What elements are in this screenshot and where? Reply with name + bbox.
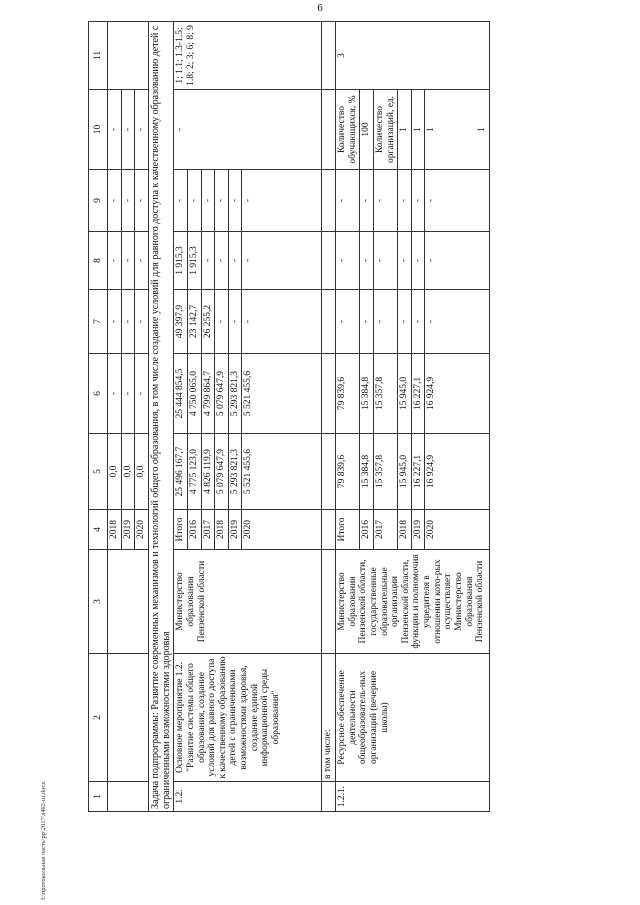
- value-cell: -: [187, 170, 201, 232]
- value-cell: 79 839,6: [336, 434, 360, 510]
- links-cell: 3: [336, 22, 490, 90]
- empty-cell: [108, 782, 149, 812]
- year-cell: 2018: [398, 510, 412, 550]
- section-number: 1.2.: [174, 782, 322, 812]
- value-cell: 15 384,8: [360, 354, 374, 434]
- page-number: 6: [317, 2, 323, 14]
- value-cell: 4 750 065,0: [187, 354, 201, 434]
- value-cell: 1 915,3: [174, 232, 188, 290]
- value-cell: 49 397,9: [174, 290, 188, 354]
- indicator-total: 1: [477, 127, 487, 132]
- value-cell: -: [373, 290, 397, 354]
- header-cell: 5: [89, 434, 108, 510]
- empty-cell: [322, 90, 336, 170]
- rotated-table-container: [88, 22, 630, 812]
- value-cell: -: [398, 290, 412, 354]
- indicator-label: Количество обучающихся, %: [337, 95, 358, 164]
- value-cell: -: [174, 170, 188, 232]
- value-cell: -: [201, 232, 215, 290]
- value-cell: 15 384,8: [360, 434, 374, 510]
- value-cell: -: [425, 232, 489, 290]
- indicator-cell: [373, 90, 397, 170]
- value-cell: -: [228, 232, 242, 290]
- indicator-value-2020: 1: [426, 127, 437, 132]
- value-cell: 16 227,1: [411, 434, 425, 510]
- value-cell: 4 826 119,9: [201, 434, 215, 510]
- value-cell: 15 945,0: [398, 354, 412, 434]
- value-cell: 1 915,3: [187, 232, 201, 290]
- header-cell: 3: [89, 550, 108, 654]
- empty-cell: [108, 22, 149, 90]
- executor: Министерство образования Пензенской области: [174, 550, 322, 654]
- header-cell: 9: [89, 170, 108, 232]
- value-cell: 26 255,2: [201, 290, 215, 354]
- year-cell: 2020: [425, 510, 489, 550]
- value-cell: -: [411, 170, 425, 232]
- section-name: Основное мероприятие 1.2. "Развитие системы общего образования, создание условий для равного доступа к качественному образованию детей с ограниченными возможностями здоровья, создание единой информационной среды образования": [174, 654, 322, 782]
- indicator-value: [425, 90, 489, 170]
- task-text: Задача подпрограммы: Развитие современных механизмов и технологий общего образования, в том числе создание условий для равного доступа к качественному образованию детей с ограниченными возможностями здоровья: [148, 22, 173, 812]
- table-row: [322, 22, 336, 812]
- table-row: [108, 22, 122, 812]
- value-cell: 25 444 854,5: [174, 354, 188, 434]
- value-cell: 15 945,0: [398, 434, 412, 510]
- value-cell: 25 496 167,7: [174, 434, 188, 510]
- value-cell: -: [242, 290, 322, 354]
- value-cell: -: [135, 232, 149, 290]
- program-table: [88, 21, 490, 812]
- value-cell: -: [425, 290, 489, 354]
- value-cell: -: [215, 290, 229, 354]
- value-cell: 5 079 647,9: [215, 354, 229, 434]
- value-cell: 0,0: [108, 434, 122, 510]
- value-cell: -: [135, 290, 149, 354]
- empty-cell: [108, 654, 149, 782]
- value-cell: -: [336, 170, 360, 232]
- value-cell: -: [121, 90, 135, 170]
- year-cell: 2019: [121, 510, 135, 550]
- value-cell: -: [336, 290, 360, 354]
- indicator-value: 100: [360, 90, 374, 170]
- empty-cell: [322, 510, 336, 550]
- value-cell: -: [108, 290, 122, 354]
- indicator-cell: -: [174, 90, 322, 170]
- value-cell: 15 357,8: [373, 434, 397, 510]
- value-cell: 5 293 821,3: [228, 434, 242, 510]
- table-row: [174, 22, 188, 812]
- value-cell: -: [108, 232, 122, 290]
- empty-cell: [322, 782, 336, 812]
- header-cell: 10: [89, 90, 108, 170]
- value-cell: -: [215, 170, 229, 232]
- empty-cell: [322, 354, 336, 434]
- value-cell: -: [425, 170, 489, 232]
- value-cell: -: [398, 232, 412, 290]
- value-cell: 15 357,8: [373, 354, 397, 434]
- empty-cell: [108, 550, 149, 654]
- value-cell: -: [228, 290, 242, 354]
- value-cell: -: [228, 170, 242, 232]
- indicator-label: Количество организаций, ед.: [374, 95, 396, 164]
- header-cell: 11: [89, 22, 108, 90]
- header-cell: 1: [89, 782, 108, 812]
- year-cell: 2020: [135, 510, 149, 550]
- empty-cell: [322, 232, 336, 290]
- empty-cell: [322, 22, 336, 90]
- header-cell: 4: [89, 510, 108, 550]
- value-cell: -: [108, 354, 122, 434]
- value-cell: -: [135, 90, 149, 170]
- value-cell: -: [121, 170, 135, 232]
- year-cell: 2019: [228, 510, 242, 550]
- header-row: [89, 22, 108, 812]
- indicator-value: 1: [398, 90, 412, 170]
- value-cell: -: [360, 232, 374, 290]
- year-cell: 2018: [108, 510, 122, 550]
- header-cell: 8: [89, 232, 108, 290]
- value-cell: 16 227,1: [411, 354, 425, 434]
- value-cell: -: [336, 232, 360, 290]
- value-cell: -: [398, 170, 412, 232]
- value-cell: -: [135, 354, 149, 434]
- header-cell: 7: [89, 290, 108, 354]
- value-cell: -: [215, 232, 229, 290]
- value-cell: -: [121, 232, 135, 290]
- value-cell: 5 521 455,6: [242, 354, 322, 434]
- year-cell: Итого: [174, 510, 188, 550]
- value-cell: -: [108, 170, 122, 232]
- value-cell: 79 839,6: [336, 354, 360, 434]
- indicator-cell: [336, 90, 360, 170]
- value-cell: -: [242, 170, 322, 232]
- file-path: I:\протокольная часть\pp\2017\s462-ш.docx: [40, 781, 47, 900]
- value-cell: 5 521 455,6: [242, 434, 322, 510]
- value-cell: -: [135, 170, 149, 232]
- value-cell: 5 293 821,3: [228, 354, 242, 434]
- links-cell: 1; 1.1; 1.3-1.5; 1.8; 2; 3; 6; 8; 9: [174, 22, 322, 90]
- value-cell: 16 924,9: [425, 354, 489, 434]
- value-cell: 16 924,9: [425, 434, 489, 510]
- footer: [40, 720, 50, 900]
- year-cell: 2017: [373, 510, 397, 550]
- year-cell: 2016: [360, 510, 374, 550]
- in-that-number-label: в том числе:: [322, 654, 336, 782]
- table-row: [336, 22, 360, 812]
- year-cell: 2019: [411, 510, 425, 550]
- value-cell: -: [360, 170, 374, 232]
- value-cell: 4 775 123,0: [187, 434, 201, 510]
- value-cell: -: [108, 90, 122, 170]
- section-number: 1.2.1.: [336, 782, 490, 812]
- value-cell: -: [121, 354, 135, 434]
- year-cell: Итого: [336, 510, 360, 550]
- value-cell: -: [121, 290, 135, 354]
- value-cell: -: [360, 290, 374, 354]
- task-row: [148, 22, 173, 812]
- value-cell: -: [373, 232, 397, 290]
- value-cell: -: [201, 170, 215, 232]
- value-cell: -: [242, 232, 322, 290]
- executor: Министерство образования Пензенской области, государственные образовательные организации Пензенской области, функции и полномочия учредителя в отношении кото-рых осуществляет Министерство образования Пензенской области: [336, 550, 490, 654]
- value-cell: 4 799 864,7: [201, 354, 215, 434]
- indicator-value: 1: [411, 90, 425, 170]
- year-cell: 2016: [187, 510, 201, 550]
- value-cell: -: [411, 232, 425, 290]
- value-cell: 5 079 647,9: [215, 434, 229, 510]
- empty-cell: [322, 290, 336, 354]
- value-cell: -: [373, 170, 397, 232]
- year-cell: 2017: [201, 510, 215, 550]
- empty-cell: [322, 170, 336, 232]
- header-cell: 2: [89, 654, 108, 782]
- header-cell: 6: [89, 354, 108, 434]
- year-cell: 2018: [215, 510, 229, 550]
- value-cell: 23 142,7: [187, 290, 201, 354]
- value-cell: 0,0: [121, 434, 135, 510]
- empty-cell: [322, 550, 336, 654]
- year-cell: 2020: [242, 510, 322, 550]
- value-cell: 0,0: [135, 434, 149, 510]
- section-name: Ресурсное обеспечение деятельности общеобразователь-ных организаций (вечерние школы): [336, 654, 490, 782]
- value-cell: -: [411, 290, 425, 354]
- empty-cell: [322, 434, 336, 510]
